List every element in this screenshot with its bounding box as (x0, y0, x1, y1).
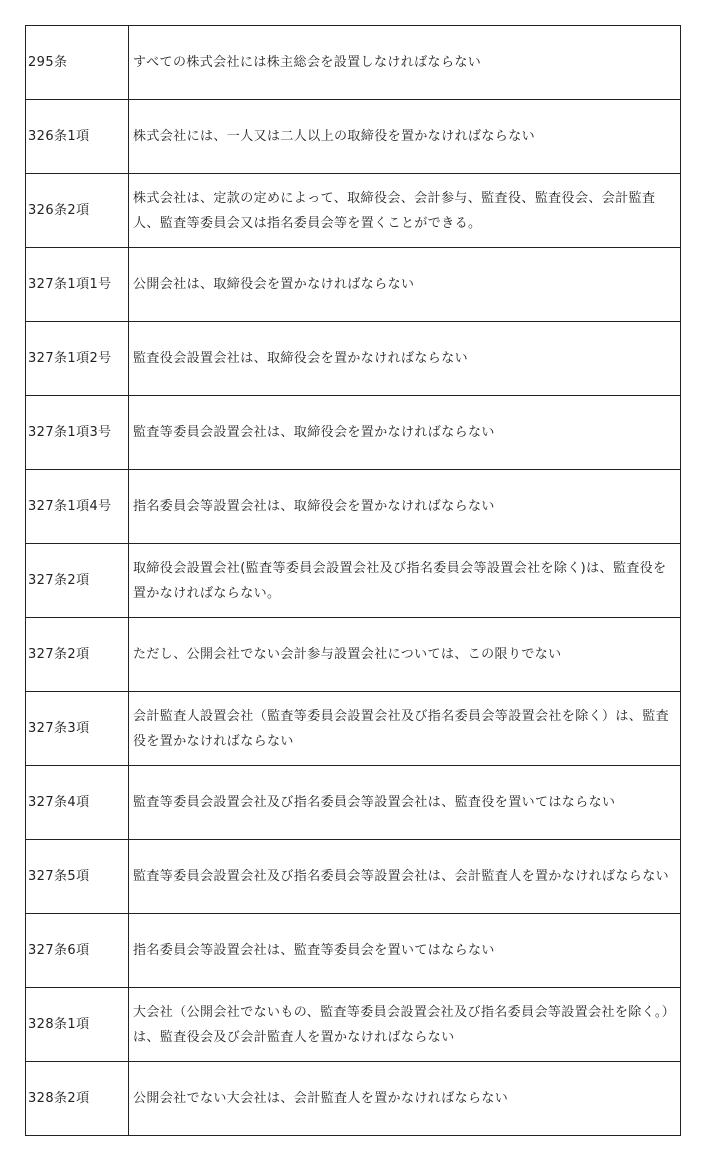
article-text-cell: 株式会社は、定款の定めによって、取締役会、会計参与、監査役、監査役会、会計監査人、監査等委員会又は指名委員会等を置くことができる。 (129, 174, 681, 248)
article-text-cell: 大会社（公開会社でないもの、監査等委員会設置会社及び指名委員会等設置会社を除く。）は、監査役会及び会計監査人を置かなければならない (129, 988, 681, 1062)
article-number-cell: 327条4項 (26, 766, 129, 840)
article-text-cell: 監査等委員会設置会社及び指名委員会等設置会社は、監査役を置いてはならない (129, 766, 681, 840)
article-text-cell: 指名委員会等設置会社は、取締役会を置かなければならない (129, 470, 681, 544)
table-row (26, 470, 681, 544)
table-row (26, 322, 681, 396)
article-number-cell: 328条1項 (26, 988, 129, 1062)
article-number-cell: 328条2項 (26, 1062, 129, 1136)
article-text-cell: 公開会社は、取締役会を置かなければならない (129, 248, 681, 322)
article-number-cell: 327条5項 (26, 840, 129, 914)
article-number-cell: 327条6項 (26, 914, 129, 988)
article-number-cell: 327条1項3号 (26, 396, 129, 470)
table-row (26, 26, 681, 100)
article-number-cell: 326条2項 (26, 174, 129, 248)
table-row (26, 248, 681, 322)
table-row (26, 174, 681, 248)
article-number-cell: 327条1項4号 (26, 470, 129, 544)
article-text-cell: 監査等委員会設置会社及び指名委員会等設置会社は、会計監査人を置かなければならない (129, 840, 681, 914)
article-text-cell: 株式会社には、一人又は二人以上の取締役を置かなければならない (129, 100, 681, 174)
article-text-cell: 指名委員会等設置会社は、監査等委員会を置いてはならない (129, 914, 681, 988)
law-article-table-container (25, 25, 680, 1136)
table-row (26, 1062, 681, 1136)
article-number-cell: 327条1項2号 (26, 322, 129, 396)
article-number-cell: 327条2項 (26, 544, 129, 618)
table-row (26, 692, 681, 766)
table-row (26, 766, 681, 840)
table-row (26, 618, 681, 692)
article-text-cell: 監査等委員会設置会社は、取締役会を置かなければならない (129, 396, 681, 470)
table-row (26, 914, 681, 988)
table-body (26, 26, 681, 1136)
table-row (26, 988, 681, 1062)
article-text-cell: すべての株式会社には株主総会を設置しなければならない (129, 26, 681, 100)
table-row (26, 544, 681, 618)
table-row (26, 100, 681, 174)
table-row (26, 840, 681, 914)
article-number-cell: 327条3項 (26, 692, 129, 766)
article-number-cell: 295条 (26, 26, 129, 100)
article-text-cell: 公開会社でない大会社は、会計監査人を置かなければならない (129, 1062, 681, 1136)
law-article-table (25, 25, 681, 1136)
article-number-cell: 327条2項 (26, 618, 129, 692)
article-text-cell: ただし、公開会社でない会計参与設置会社については、この限りでない (129, 618, 681, 692)
article-number-cell: 326条1項 (26, 100, 129, 174)
article-text-cell: 会計監査人設置会社（監査等委員会設置会社及び指名委員会等設置会社を除く）は、監査役を置かなければならない (129, 692, 681, 766)
table-row (26, 396, 681, 470)
article-number-cell: 327条1項1号 (26, 248, 129, 322)
article-text-cell: 取締役会設置会社(監査等委員会設置会社及び指名委員会等設置会社を除く)は、監査役を置かなければならない。 (129, 544, 681, 618)
article-text-cell: 監査役会設置会社は、取締役会を置かなければならない (129, 322, 681, 396)
